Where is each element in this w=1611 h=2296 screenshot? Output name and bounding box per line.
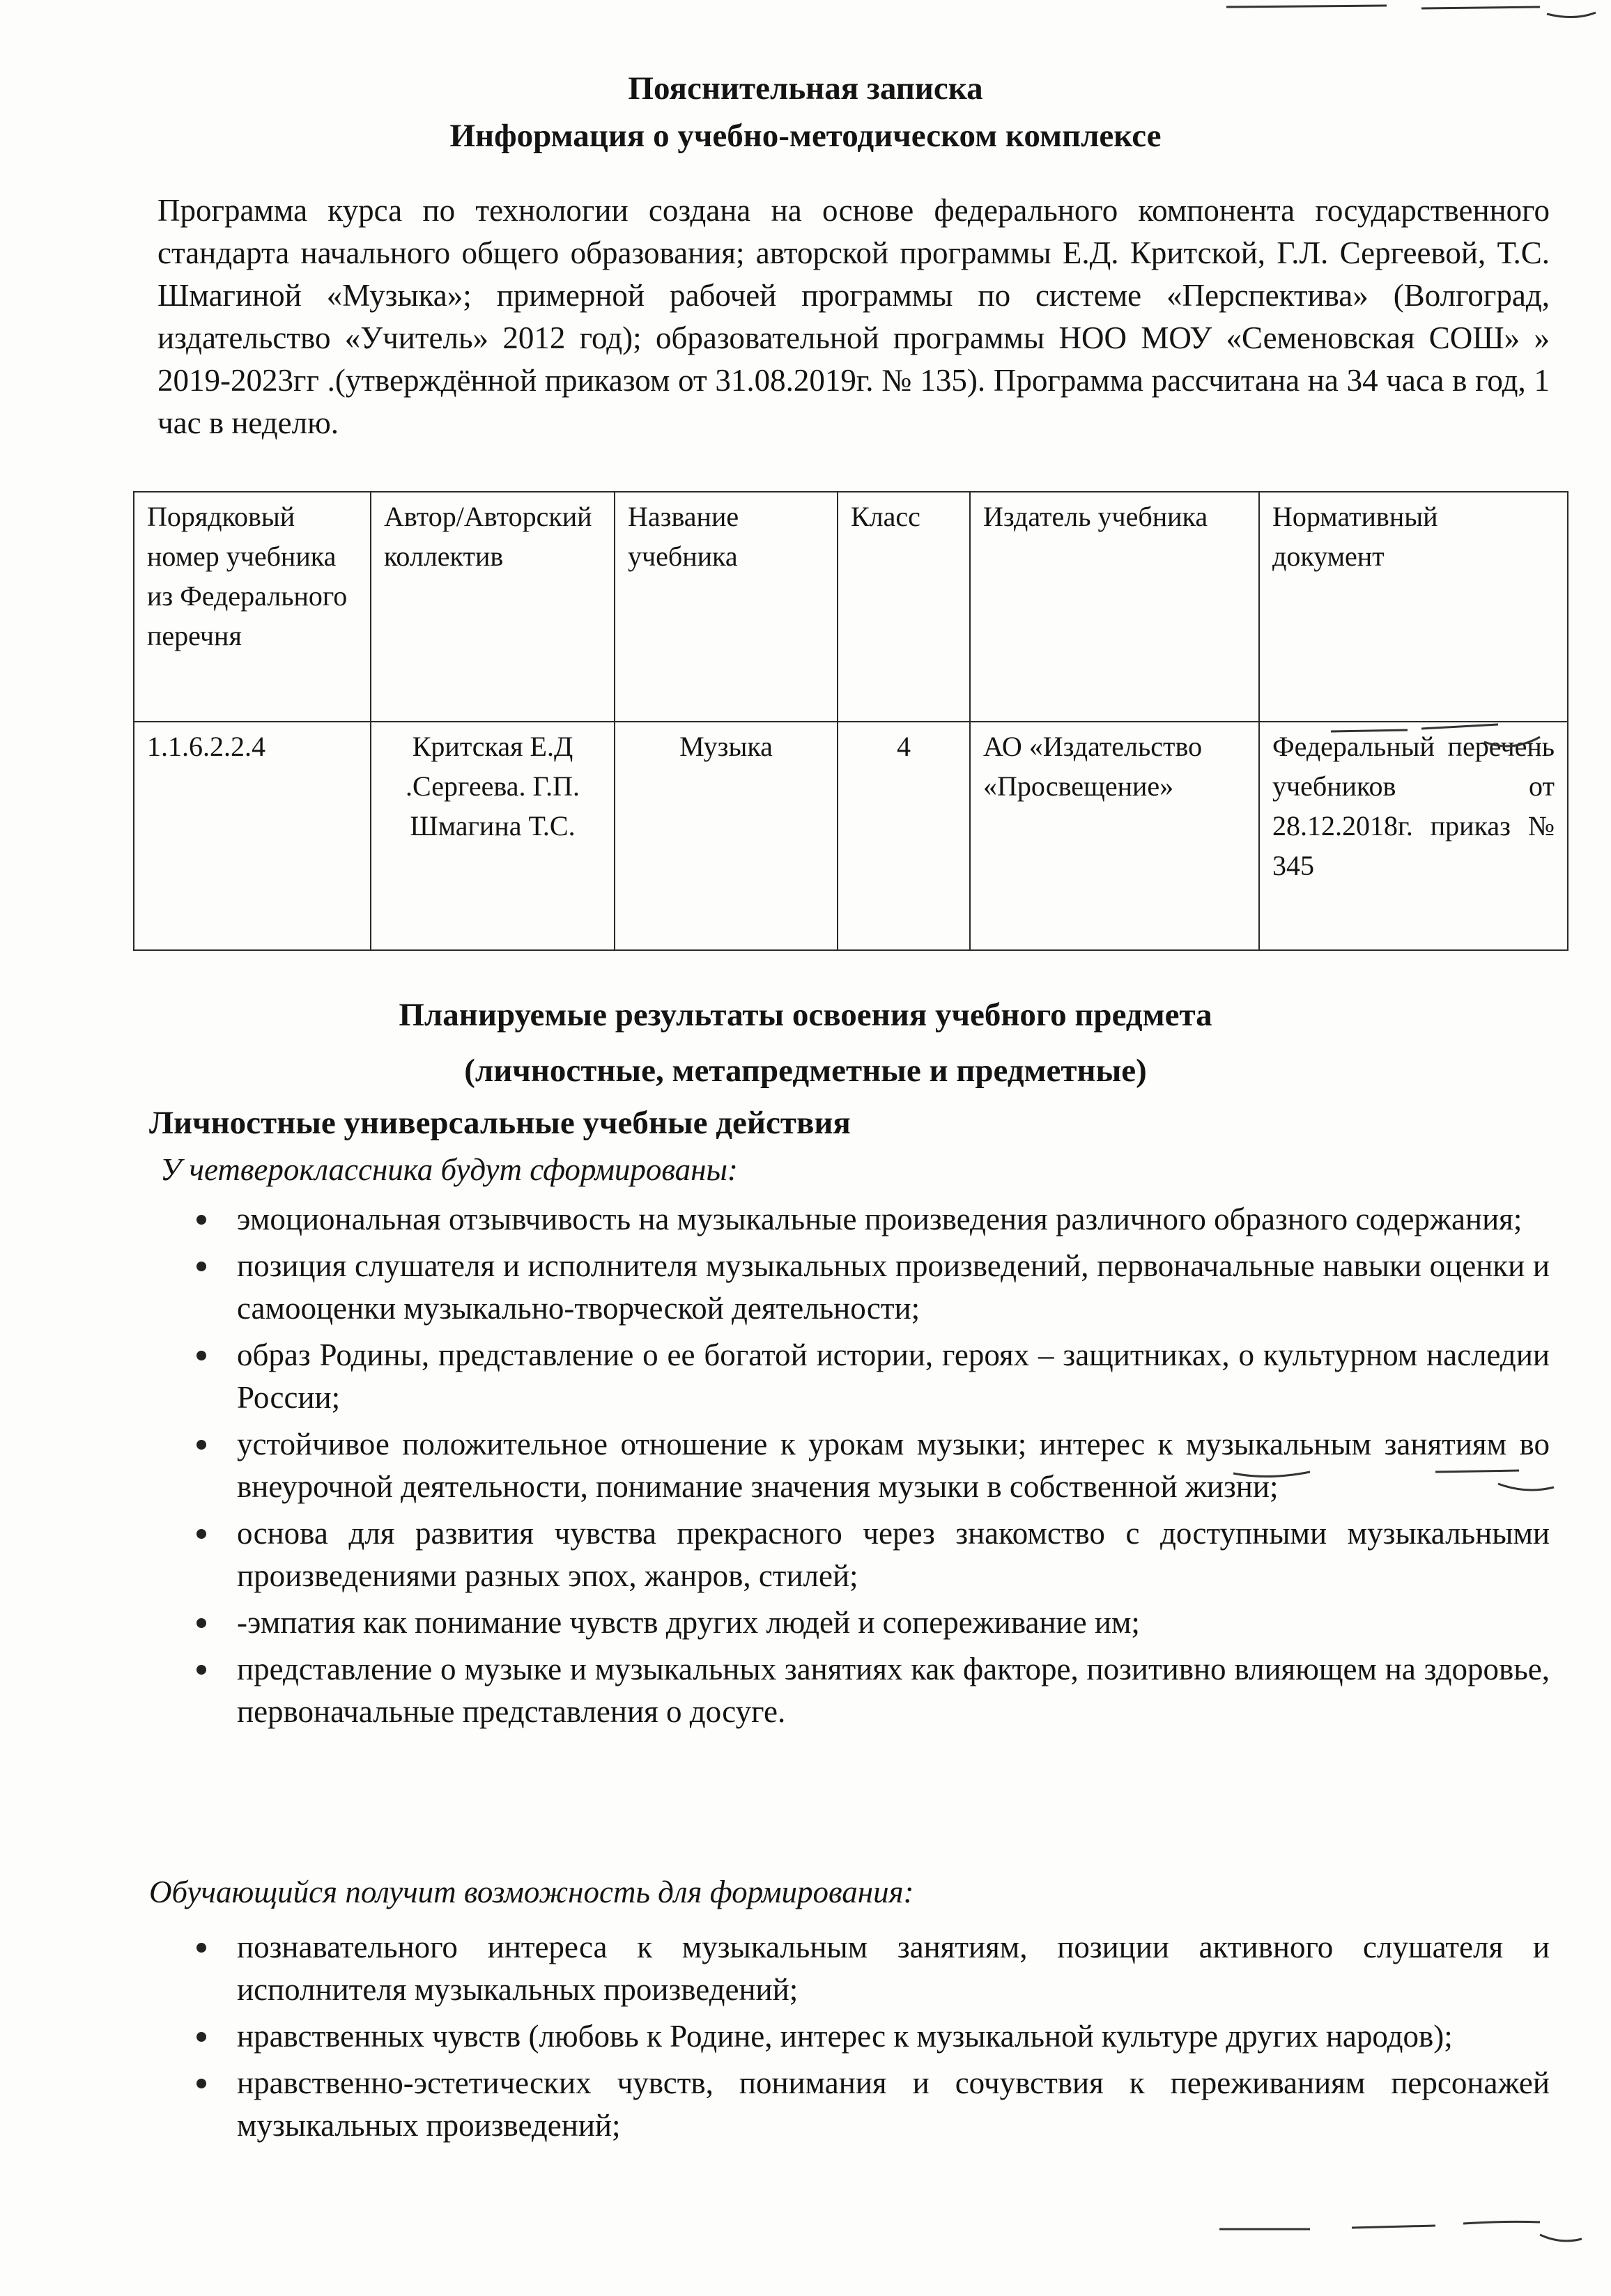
list-item: представление о музыке и музыкальных занятиях как факторе, позитивно влияющем на здоровье, первоначальные представления о досуге. bbox=[237, 1648, 1550, 1733]
list-item: образ Родины, представление о ее богатой истории, героях – защитниках, о культурном наследии России; bbox=[237, 1334, 1550, 1419]
pen-scribble-mark bbox=[1212, 2208, 1589, 2250]
bullet-icon bbox=[196, 1618, 206, 1628]
bullet-icon bbox=[196, 1529, 206, 1539]
cell-author: Критская Е.Д .Сергеева. Г.П. Шмагина Т.С. bbox=[371, 722, 615, 950]
bullet-icon bbox=[196, 1943, 206, 1953]
list2-intro: Обучающийся получит возможность для формирования: bbox=[149, 1875, 914, 1909]
list-item: основа для развития чувства прекрасного через знакомство с доступными музыкальными произведениями разных эпох, жанров, стилей; bbox=[237, 1512, 1550, 1597]
header-author: Автор/Авторский коллектив bbox=[371, 492, 615, 722]
pen-scribble-mark bbox=[1212, 0, 1603, 28]
section-title: Планируемые результаты освоения учебного предмета bbox=[399, 997, 1212, 1033]
cell-publisher: АО «Издательство «Просвещение» bbox=[970, 722, 1259, 950]
bullet-icon bbox=[196, 1351, 206, 1360]
cell-grade: 4 bbox=[838, 722, 970, 950]
section-title-2: (личностные, метапредметные и предметные) bbox=[464, 1053, 1147, 1089]
header-document: Нормативный документ bbox=[1259, 492, 1568, 722]
list-item: эмоциональная отзывчивость на музыкальные произведения различного образного содержания; bbox=[237, 1198, 1550, 1241]
bullet-icon bbox=[196, 2032, 206, 2042]
list1-intro: У четвероклассника будут сформированы: bbox=[160, 1152, 738, 1187]
list-item: нравственно-эстетических чувств, понимания и сочувствия к переживаниям персонажей музыкальных произведений; bbox=[237, 2062, 1550, 2147]
list-item: позиция слушателя и исполнителя музыкальных произведений, первоначальные навыки оценки и самооценки музыкально-творческой деятельности; bbox=[237, 1245, 1550, 1330]
bullet-icon bbox=[196, 1665, 206, 1675]
document-subtitle: Информация о учебно-методическом комплексе bbox=[449, 118, 1162, 154]
bullet-icon bbox=[196, 1215, 206, 1225]
table-row bbox=[134, 722, 1568, 950]
pen-scribble-mark bbox=[1226, 1452, 1561, 1501]
cell-document: Федеральный перечень учебников от 28.12.2018г. приказ № 345 bbox=[1259, 722, 1568, 950]
list-item: -эмпатия как понимание чувств других людей и сопереживание им; bbox=[237, 1601, 1550, 1644]
possible-results-list bbox=[237, 1926, 1550, 2151]
bullet-icon bbox=[196, 1262, 206, 1271]
header-textbook: Название учебника bbox=[615, 492, 838, 722]
pen-scribble-mark bbox=[1324, 704, 1554, 752]
cell-number: 1.1.6.2.2.4 bbox=[134, 722, 371, 950]
list-item: устойчивое положительное отношение к урокам музыки; интерес к музыкальным занятиям во внеурочной деятельности, понимание значения музыки в собственной жизни; bbox=[237, 1423, 1550, 1508]
cell-textbook: Музыка bbox=[615, 722, 838, 950]
list-item: нравственных чувств (любовь к Родине, интерес к музыкальной культуре других народов); bbox=[237, 2015, 1550, 2058]
intro-paragraph: Программа курса по технологии создана на основе федерального компонента государственного стандарта начального общего образования; авторской программы Е.Д. Критской, Г.Л. Сергеевой, Т.С. Шмагиной «Музыка»; примерной рабочей программы по системе «Перспектива» (Волгоград, издательство «Учитель» 2012 год); образовательной программы НОО МОУ «Семеновская СОШ» » 2019-2023гг .(утверждённой приказом от 31.08.2019г. № 135). Программа рассчитана на 34 часа в год, 1 час в неделю. bbox=[157, 193, 1550, 440]
bullet-icon bbox=[196, 1440, 206, 1450]
personal-uud-heading: Личностные универсальные учебные действия bbox=[149, 1105, 851, 1141]
list-item: познавательного интереса к музыкальным занятиям, позиции активного слушателя и исполнителя музыкальных произведений; bbox=[237, 1926, 1550, 2011]
document-title: Пояснительная записка bbox=[628, 70, 983, 107]
header-publisher: Издатель учебника bbox=[970, 492, 1259, 722]
table-header-row bbox=[134, 492, 1568, 722]
header-grade: Класс bbox=[838, 492, 970, 722]
bullet-icon bbox=[196, 2079, 206, 2088]
header-number: Порядковый номер учебника из Федерального перечня bbox=[134, 492, 371, 722]
